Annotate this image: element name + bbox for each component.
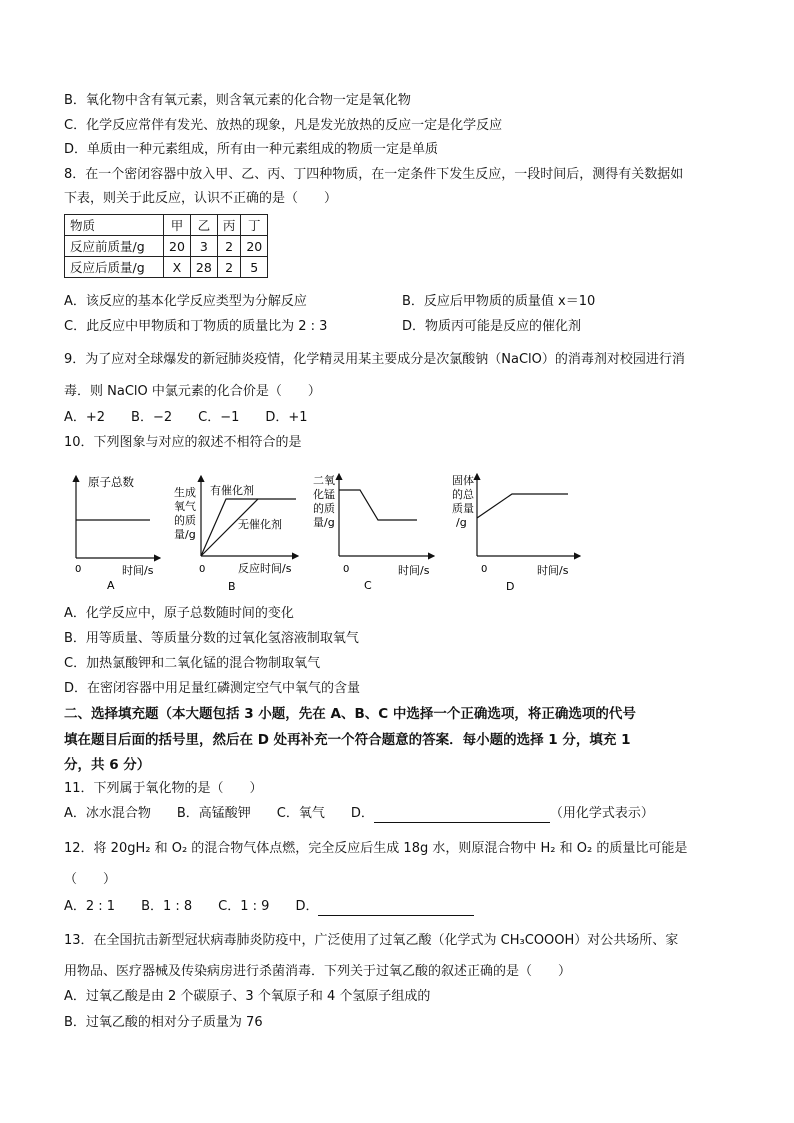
graph-d bbox=[452, 473, 580, 593]
section2-heading-line3: 分，共 6 分） bbox=[64, 757, 151, 773]
graph-b-letter: B bbox=[228, 580, 236, 593]
table-row bbox=[65, 257, 268, 278]
graph-a-letter: A bbox=[107, 579, 115, 592]
q8-stem-line1: 8．在一个密闭容器中放入甲、乙、丙、丁四种物质，在一定条件下发生反应，一段时间后，测得有关数据如 bbox=[64, 167, 684, 182]
graph-b-ylabel-2: 氧气 bbox=[174, 500, 196, 513]
graph-c-origin: 0 bbox=[343, 564, 350, 575]
q8-option-a: A．该反应的基本化学反应类型为分解反应 bbox=[64, 294, 307, 309]
q10-stem: 10．下列图象与对应的叙述不相符合的是 bbox=[64, 435, 302, 450]
graph-a-ylabel: 原子总数 bbox=[88, 475, 134, 489]
table-cell: 反应后质量/g bbox=[65, 257, 164, 278]
q10-option-a: A．化学反应中，原子总数随时间的变化 bbox=[64, 606, 294, 621]
table-cell: 20 bbox=[241, 236, 268, 257]
graph-d-ylabel-4: /g bbox=[456, 516, 467, 529]
q11-answer-blank[interactable] bbox=[374, 808, 550, 823]
graph-c-ylabel-1: 二氧 bbox=[313, 474, 335, 487]
q8-stem-line2: 下表，则关于此反应，认识不正确的是（ ） bbox=[64, 191, 338, 206]
table-cell: 5 bbox=[241, 257, 268, 278]
table-cell: 乙 bbox=[190, 215, 217, 236]
graph-b bbox=[174, 476, 298, 593]
table-cell: 甲 bbox=[164, 215, 191, 236]
q8-option-c: C．此反应中甲物质和丁物质的质量比为 2 : 3 bbox=[64, 319, 328, 334]
graph-b-origin: 0 bbox=[199, 564, 206, 575]
table-cell: 28 bbox=[190, 257, 217, 278]
table-cell: 物质 bbox=[65, 215, 164, 236]
graph-c-ylabel-4: 量/g bbox=[313, 516, 335, 529]
q9-stem-line2: 毒．则 NaClO 中氯元素的化合价是（ ） bbox=[64, 384, 321, 399]
graph-b-catalyzed-label: 有催化剂 bbox=[210, 484, 254, 497]
q9-stem-line1: 9．为了应对全球爆发的新冠肺炎疫情，化学精灵用某主要成分是次氯酸钠（NaClO）的消毒剂对校园进行消 bbox=[64, 352, 685, 367]
graph-d-xlabel: 时间/s bbox=[537, 564, 569, 577]
q11-note: （用化学式表示） bbox=[549, 806, 654, 821]
graph-d-line bbox=[477, 494, 568, 518]
q8-option-d: D．物质丙可能是反应的催化剂 bbox=[402, 319, 582, 334]
graph-a-xlabel: 时间/s bbox=[122, 564, 154, 577]
table-header-row bbox=[65, 215, 268, 236]
q11-options-row bbox=[64, 805, 654, 823]
q10-option-d: D．在密闭容器中用足量红磷测定空气中氧气的含量 bbox=[64, 681, 361, 696]
graph-c bbox=[313, 473, 434, 592]
graph-c-xlabel: 时间/s bbox=[398, 564, 430, 577]
q10-option-b: B．用等质量、等质量分数的过氧化氢溶液制取氧气 bbox=[64, 631, 359, 646]
graph-d-origin: 0 bbox=[481, 564, 488, 575]
graph-d-ylabel-1: 固体 bbox=[452, 474, 474, 487]
q8-option-b: B．反应后甲物质的质量值 x＝10 bbox=[402, 294, 596, 309]
q11-options: A．冰水混合物 B．高锰酸钾 C．氧气 D． bbox=[64, 806, 374, 821]
q11-stem: 11．下列属于氧化物的是（ ） bbox=[64, 781, 263, 796]
q9-options: A．+2 B．−2 C．−1 D．+1 bbox=[64, 410, 308, 425]
table-cell: 3 bbox=[190, 236, 217, 257]
table-cell: X bbox=[164, 257, 191, 278]
q10-option-c: C．加热氯酸钾和二氧化锰的混合物制取氧气 bbox=[64, 656, 321, 671]
graph-d-ylabel-2: 的总 bbox=[452, 488, 474, 501]
table-cell: 2 bbox=[217, 257, 241, 278]
graph-c-line bbox=[339, 490, 417, 520]
table-cell: 反应前质量/g bbox=[65, 236, 164, 257]
table-cell: 丁 bbox=[241, 215, 268, 236]
q12-options: A．2 : 1 B．1 : 8 C．1 : 9 D． bbox=[64, 899, 319, 914]
table-cell: 2 bbox=[217, 236, 241, 257]
table-cell: 丙 bbox=[217, 215, 241, 236]
graph-a bbox=[75, 475, 160, 592]
section2-heading-line1: 二、选择填充题（本大题包括 3 小题，先在 A、B、C 中选择一个正确选项，将正确选项的代号 bbox=[64, 706, 636, 722]
q13-stem-line2: 用物品、医疗器械及传染病房进行杀菌消毒．下列关于过氧乙酸的叙述正确的是（ ） bbox=[64, 964, 572, 979]
q12-stem-line2: （ ） bbox=[64, 872, 117, 887]
q12-stem-line1: 12．将 20gH₂ 和 O₂ 的混合物气体点燃，完全反应后生成 18g 水，则原混合物中 H₂ 和 O₂ 的质量比可能是 bbox=[64, 841, 688, 856]
table-row bbox=[65, 236, 268, 257]
graph-c-ylabel-2: 化锰 bbox=[313, 488, 335, 501]
graph-b-ylabel-1: 生成 bbox=[174, 486, 196, 499]
graph-a-origin: 0 bbox=[75, 564, 82, 575]
graph-b-uncatalyzed-label: 无催化剂 bbox=[238, 518, 282, 531]
section2-heading-line2: 填在题目后面的括号里，然后在 D 处再补充一个符合题意的答案．每小题的选择 1 分，填充 1 bbox=[64, 732, 631, 748]
graph-c-ylabel-3: 的质 bbox=[313, 502, 335, 515]
q13-option-a: A．过氧乙酸是由 2 个碳原子、3 个氧原子和 4 个氢原子组成的 bbox=[64, 989, 431, 1004]
q12-options-row bbox=[64, 898, 474, 916]
graph-b-xlabel: 反应时间/s bbox=[238, 562, 292, 575]
graph-c-letter: C bbox=[364, 579, 372, 592]
graph-b-ylabel-4: 量/g bbox=[174, 528, 196, 541]
q12-answer-blank[interactable] bbox=[318, 901, 474, 916]
q7-option-b: B．氧化物中含有氧元素，则含氧元素的化合物一定是氧化物 bbox=[64, 93, 411, 108]
graph-d-ylabel-3: 质量 bbox=[452, 502, 474, 515]
q7-option-d: D．单质由一种元素组成，所有由一种元素组成的物质一定是单质 bbox=[64, 142, 439, 157]
q7-option-c: C．化学反应常伴有发光、放热的现象，凡是发光放热的反应一定是化学反应 bbox=[64, 118, 503, 133]
table-cell: 20 bbox=[164, 236, 191, 257]
graph-d-letter: D bbox=[506, 580, 515, 593]
q10-graphs bbox=[0, 456, 794, 606]
q8-data-table bbox=[64, 214, 268, 278]
q13-option-b: B．过氧乙酸的相对分子质量为 76 bbox=[64, 1015, 263, 1030]
q13-stem-line1: 13．在全国抗击新型冠状病毒肺炎防疫中，广泛使用了过氧乙酸（化学式为 CH₃COOOH）对公共场所、家 bbox=[64, 933, 679, 948]
graph-b-ylabel-3: 的质 bbox=[174, 514, 196, 527]
